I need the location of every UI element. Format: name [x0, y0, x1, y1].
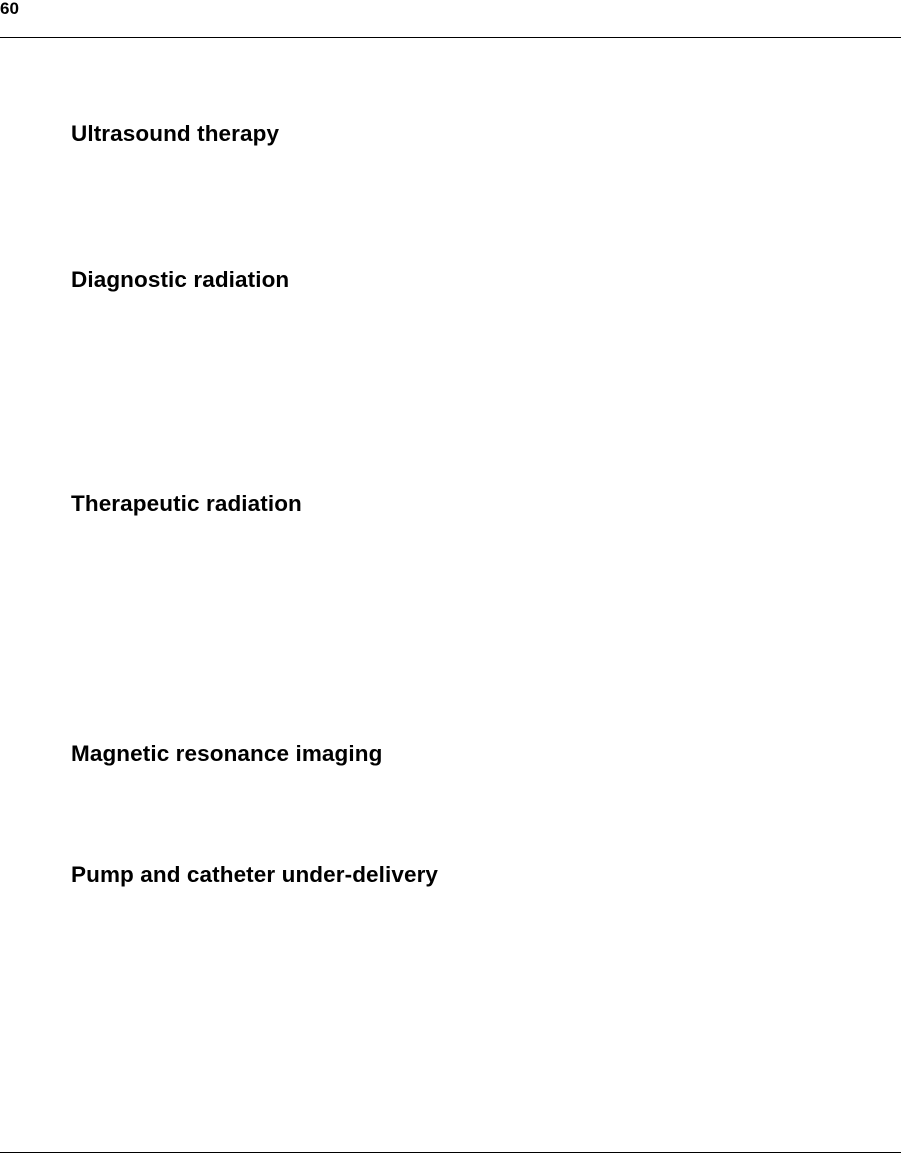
footer-rule: [0, 1152, 901, 1153]
section-heading-pump-catheter-under-delivery: Pump and catheter under-delivery: [71, 862, 439, 887]
section-heading-ultrasound-therapy: Ultrasound therapy: [71, 121, 280, 146]
section-heading-therapeutic-radiation: Therapeutic radiation: [71, 491, 302, 516]
section-heading-diagnostic-radiation: Diagnostic radiation: [71, 267, 290, 292]
section-heading-magnetic-resonance-imaging: Magnetic resonance imaging: [71, 741, 383, 766]
page-number: 60: [0, 0, 19, 18]
header-rule: [0, 37, 901, 38]
